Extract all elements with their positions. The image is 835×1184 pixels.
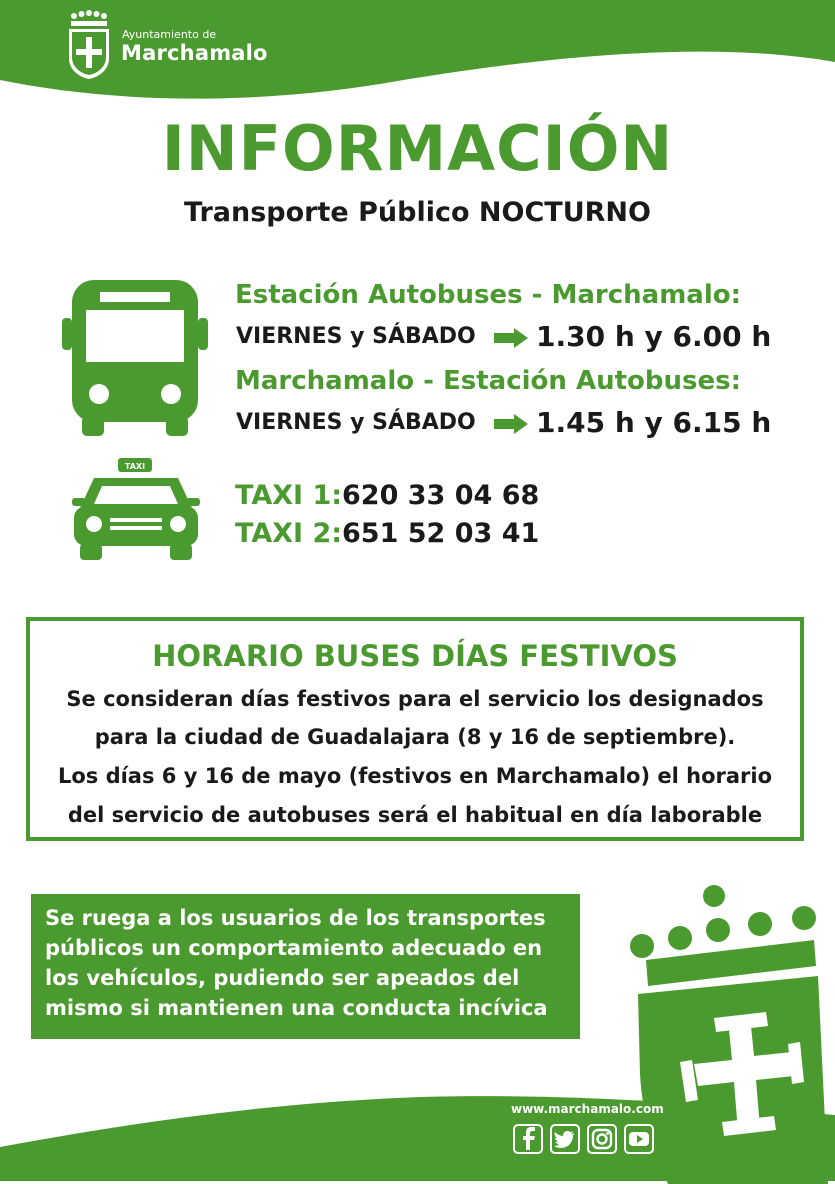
taxi-2-label: TAXI 2: (235, 518, 343, 549)
page-title: INFORMACIÓN (161, 112, 674, 185)
twitter-icon[interactable] (550, 1124, 580, 1154)
taxi-1-phone: 620 33 04 68 (342, 480, 540, 511)
holiday-schedule-box (26, 617, 804, 841)
taxi-icon (72, 458, 200, 562)
bus-route-2-name: Marchamalo - Estación Autobuses: (235, 366, 741, 396)
bus-route-1-name: Estación Autobuses - Marchamalo: (235, 280, 741, 310)
bus-route-2-days: VIERNES y SÁBADO (236, 410, 476, 435)
taxi-2-phone: 651 52 03 41 (342, 518, 540, 549)
notice-line-1: Se ruega a los usuarios de los transportes (45, 906, 546, 930)
facebook-icon[interactable] (513, 1124, 543, 1154)
svg-text:TAXI: TAXI (124, 462, 146, 471)
holiday-line-2 (30, 725, 800, 749)
bus-route-2-times: 1.45 h y 6.15 h (536, 406, 772, 439)
instagram-icon[interactable] (587, 1124, 617, 1154)
arrow-right-icon (494, 414, 528, 434)
notice-line-2: públicos un comportamiento adecuado en (45, 936, 543, 960)
logo-subtitle: Ayuntamiento de (122, 28, 217, 41)
taxi-1-label: TAXI 1: (235, 480, 343, 511)
holiday-title: HORARIO BUSES DÍAS FESTIVOS (152, 639, 678, 673)
notice-line-4: mismo si mantienen una conducta incívica (45, 996, 548, 1020)
holiday-line-3: Los días 6 y 16 de mayo (festivos en Marchamalo) el horario (57, 764, 773, 788)
page-subtitle: Transporte Público NOCTURNO (184, 197, 651, 228)
holiday-line-1: Se consideran días festivos para el servicio los designados (66, 687, 764, 711)
bus-route-1-times: 1.30 h y 6.00 h (536, 320, 772, 353)
arrow-right-icon (494, 328, 528, 348)
logo-town-name: Marchamalo (121, 41, 268, 65)
conduct-notice-box (31, 894, 580, 1039)
youtube-icon[interactable] (624, 1124, 654, 1154)
holiday-line-4: del servicio de autobuses será el habitual en día laborable (67, 803, 763, 827)
bus-icon (62, 280, 208, 438)
website-link[interactable]: www.marchamalo.com (511, 1102, 664, 1116)
town-crest-logo (66, 10, 112, 80)
holiday-line-2-end: ). (717, 725, 736, 749)
town-crest-large-icon (628, 884, 828, 1184)
holiday-dates: 8 y 16 de septiembre (466, 725, 718, 749)
holiday-line-2-start: para la ciudad de Guadalajara ( (94, 725, 467, 749)
bus-route-1-days: VIERNES y SÁBADO (236, 324, 476, 349)
notice-line-3: los vehículos, pudiendo ser apeados del (45, 966, 520, 990)
